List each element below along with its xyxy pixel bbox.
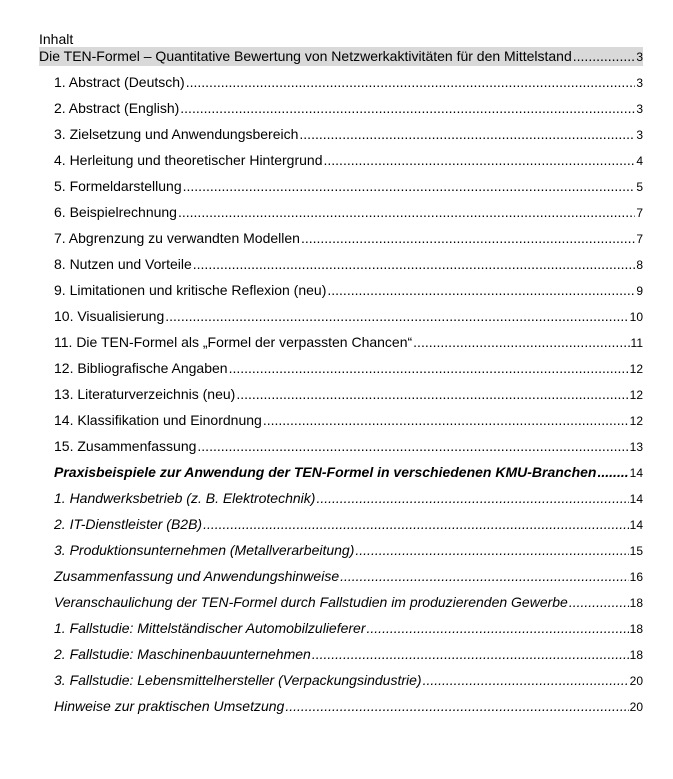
toc-entry[interactable] bbox=[54, 385, 643, 404]
toc-entry[interactable] bbox=[54, 177, 643, 196]
toc-entry[interactable] bbox=[54, 541, 643, 560]
dot-leader bbox=[165, 307, 628, 325]
toc-entry-page: 14 bbox=[629, 466, 643, 480]
toc-entry-page: 3 bbox=[636, 128, 643, 142]
toc-entry-page: 15 bbox=[629, 544, 643, 558]
dot-leader bbox=[183, 177, 636, 195]
toc-entry-page: 20 bbox=[629, 700, 643, 714]
dot-leader bbox=[598, 463, 629, 481]
toc-entry-title: 4. Herleitung und theoretischer Hintergrund bbox=[54, 152, 323, 168]
toc-entry[interactable] bbox=[54, 125, 643, 144]
dot-leader bbox=[413, 333, 629, 351]
toc-entry-title: Zusammenfassung und Anwendungshinweise bbox=[54, 568, 340, 584]
toc-entry-title: 13. Literaturverzeichnis (neu) bbox=[54, 386, 236, 402]
toc-entry-title: Praxisbeispiele zur Anwendung der TEN-Formel in verschiedenen KMU-Branchen bbox=[54, 464, 597, 480]
toc-entry-title: 3. Fallstudie: Lebensmittelhersteller (Verpackungsindustrie) bbox=[54, 672, 422, 688]
dot-leader bbox=[312, 645, 629, 663]
toc-entry-page: 7 bbox=[636, 206, 643, 220]
toc-entry-title: 10. Visualisierung bbox=[54, 308, 165, 324]
dot-leader bbox=[367, 619, 629, 637]
toc-entry-page: 18 bbox=[629, 622, 643, 636]
toc-entry-title: 2. IT-Dienstleister (B2B) bbox=[54, 516, 203, 532]
toc-entry-page: 4 bbox=[636, 154, 643, 168]
toc-entry[interactable] bbox=[54, 255, 643, 274]
toc-entry-title: 3. Produktionsunternehmen (Metallverarbeitung) bbox=[54, 542, 355, 558]
toc-entry-title: 1. Fallstudie: Mittelständischer Automobilzulieferer bbox=[54, 620, 366, 636]
toc-entry-page: 10 bbox=[629, 310, 643, 324]
toc-entry-title: 7. Abgrenzung zu verwandten Modellen bbox=[54, 230, 300, 246]
dot-leader bbox=[327, 281, 635, 299]
dot-leader bbox=[193, 255, 636, 273]
toc-entry[interactable] bbox=[54, 359, 643, 378]
toc-entry-page: 3 bbox=[636, 50, 643, 64]
toc-entry-page: 20 bbox=[629, 674, 643, 688]
dot-leader bbox=[285, 697, 628, 715]
toc-entry[interactable] bbox=[54, 281, 643, 300]
toc-entry-page: 9 bbox=[636, 284, 643, 298]
toc-entry[interactable] bbox=[54, 489, 643, 508]
toc-entry[interactable] bbox=[54, 437, 643, 456]
dot-leader bbox=[355, 541, 628, 559]
toc-entry-page: 3 bbox=[636, 102, 643, 116]
toc-entry-page: 12 bbox=[629, 414, 643, 428]
dot-leader bbox=[301, 229, 635, 247]
dot-leader bbox=[263, 411, 629, 429]
toc-entry[interactable] bbox=[54, 515, 643, 534]
toc-entry-title: Die TEN-Formel – Quantitative Bewertung von Netzwerkaktivitäten für den Mittelstand bbox=[39, 48, 572, 64]
toc-entry[interactable] bbox=[54, 73, 643, 92]
dot-leader bbox=[178, 203, 635, 221]
toc-entry-page: 13 bbox=[629, 440, 643, 454]
toc-entry[interactable] bbox=[54, 229, 643, 248]
toc-entry-page: 5 bbox=[636, 180, 643, 194]
toc-entry-page: 11 bbox=[630, 336, 643, 350]
dot-leader bbox=[340, 567, 629, 585]
toc-entry-page: 14 bbox=[629, 518, 643, 532]
dot-leader bbox=[299, 125, 635, 143]
toc-entry-page: 3 bbox=[636, 76, 643, 90]
toc-entry[interactable] bbox=[54, 99, 643, 118]
toc-entry-page: 18 bbox=[629, 648, 643, 662]
toc-entry-title: 9. Limitationen und kritische Reflexion (neu) bbox=[54, 282, 327, 298]
toc-entry[interactable] bbox=[54, 151, 643, 170]
toc-entry[interactable] bbox=[54, 463, 643, 482]
toc-entry[interactable] bbox=[54, 411, 643, 430]
toc-entry[interactable] bbox=[54, 697, 643, 716]
dot-leader bbox=[316, 489, 628, 507]
toc-entry-title: 1. Abstract (Deutsch) bbox=[54, 74, 185, 90]
toc-heading: Inhalt bbox=[39, 31, 74, 47]
toc-entry-title: 12. Bibliografische Angaben bbox=[54, 360, 228, 376]
toc-entry-title: 11. Die TEN-Formel als „Formel der verpassten Chancen“ bbox=[54, 334, 413, 350]
toc-entry[interactable] bbox=[54, 567, 643, 586]
toc-entry-title: Hinweise zur praktischen Umsetzung bbox=[54, 698, 285, 714]
dot-leader bbox=[236, 385, 628, 403]
toc-entry[interactable] bbox=[54, 619, 643, 638]
dot-leader bbox=[203, 515, 629, 533]
toc-entry-title: 5. Formeldarstellung bbox=[54, 178, 182, 194]
toc-entry-page: 12 bbox=[629, 388, 643, 402]
toc-entry-title: Veranschaulichung der TEN-Formel durch Fallstudien im produzierenden Gewerbe bbox=[54, 594, 568, 610]
toc-entry-title: 1. Handwerksbetrieb (z. B. Elektrotechnik) bbox=[54, 490, 316, 506]
dot-leader bbox=[423, 671, 629, 689]
toc-entry-title: 2. Abstract (English) bbox=[54, 100, 180, 116]
toc-entry-page: 18 bbox=[629, 596, 643, 610]
toc-entry[interactable] bbox=[54, 671, 643, 690]
toc-entry[interactable] bbox=[54, 645, 643, 664]
toc-entry-title: 8. Nutzen und Vorteile bbox=[54, 256, 192, 272]
toc-entry-title: 6. Beispielrechnung bbox=[54, 204, 177, 220]
toc-entry-title: 15. Zusammenfassung bbox=[54, 438, 197, 454]
toc-entry-page: 8 bbox=[636, 258, 643, 272]
toc-entry-page: 14 bbox=[629, 492, 643, 506]
dot-leader bbox=[324, 151, 636, 169]
toc-entry[interactable] bbox=[54, 593, 643, 612]
toc-entry-title: 14. Klassifikation und Einordnung bbox=[54, 412, 262, 428]
dot-leader bbox=[569, 593, 629, 611]
dot-leader bbox=[180, 99, 635, 117]
toc-entry[interactable] bbox=[54, 203, 643, 222]
toc-entry-title: 3. Zielsetzung und Anwendungsbereich bbox=[54, 126, 299, 142]
toc-entry[interactable] bbox=[39, 47, 643, 66]
toc-entry[interactable] bbox=[54, 333, 643, 352]
dot-leader bbox=[229, 359, 629, 377]
dot-leader bbox=[186, 73, 636, 91]
toc-entry[interactable] bbox=[54, 307, 643, 326]
toc-entry-page: 12 bbox=[629, 362, 643, 376]
toc-entry-page: 7 bbox=[636, 232, 643, 246]
dot-leader bbox=[197, 437, 628, 455]
dot-leader bbox=[573, 47, 636, 65]
toc-entry-title: 2. Fallstudie: Maschinenbauunternehmen bbox=[54, 646, 311, 662]
toc-entry-page: 16 bbox=[629, 570, 643, 584]
